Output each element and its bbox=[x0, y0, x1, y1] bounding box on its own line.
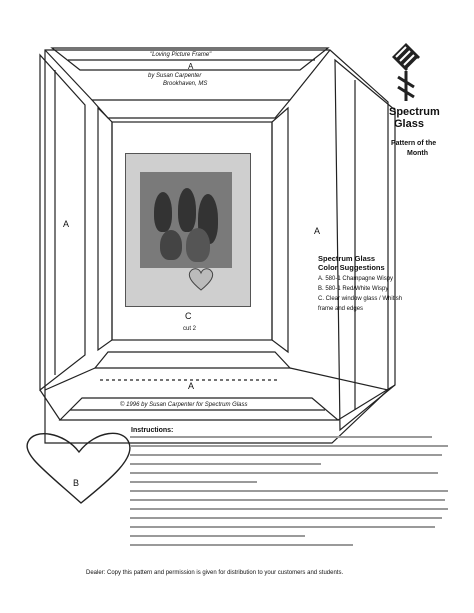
frame-inner-top bbox=[92, 100, 290, 118]
instructions-heading: Instructions: bbox=[131, 427, 174, 434]
piece-label-right: A bbox=[314, 226, 321, 236]
piece-label-bottom: A bbox=[188, 381, 195, 391]
pattern-title: "Loving Picture Frame" bbox=[150, 52, 212, 58]
heart-piece bbox=[27, 433, 130, 503]
spectrum-glass-logo-icon bbox=[392, 43, 420, 101]
color-line-a: A. 580-1 Champagne Wispy bbox=[318, 276, 394, 282]
cut-note: cut 2 bbox=[183, 326, 197, 332]
framed-photo bbox=[125, 153, 251, 307]
piece-label-top: A bbox=[188, 62, 194, 71]
color-line-b: B. 580-1 Red/White Wispy bbox=[318, 286, 389, 292]
brand-name-line1: Spectrum bbox=[389, 106, 440, 118]
pattern-location: Brookhaven, MS bbox=[163, 81, 208, 87]
pattern-of-month-line1: Pattern of the bbox=[391, 140, 437, 147]
colors-heading-2: Color Suggestions bbox=[318, 263, 385, 272]
instructions-body bbox=[130, 436, 448, 553]
pattern-byline: by Susan Carpenter bbox=[148, 73, 202, 79]
frame-right-piece bbox=[335, 60, 395, 430]
photo-heart-icon bbox=[188, 266, 214, 292]
piece-label-center: C bbox=[185, 311, 192, 321]
pattern-of-month-line2: Month bbox=[407, 150, 428, 157]
color-line-c: C. Clear window glass / Whitish bbox=[318, 296, 403, 302]
color-line-d: frame and edges bbox=[318, 306, 364, 312]
dealer-footer: Dealer: Copy this pattern and permission is given for distribution to your customers and students. bbox=[86, 570, 344, 576]
pattern-copyright: © 1996 by Susan Carpenter for Spectrum Glass bbox=[120, 402, 248, 408]
piece-label-left: A bbox=[63, 219, 70, 229]
brand-name-line2: Glass bbox=[394, 118, 424, 130]
colors-heading-1: Spectrum Glass bbox=[318, 254, 376, 263]
heart-label: B bbox=[73, 478, 80, 488]
